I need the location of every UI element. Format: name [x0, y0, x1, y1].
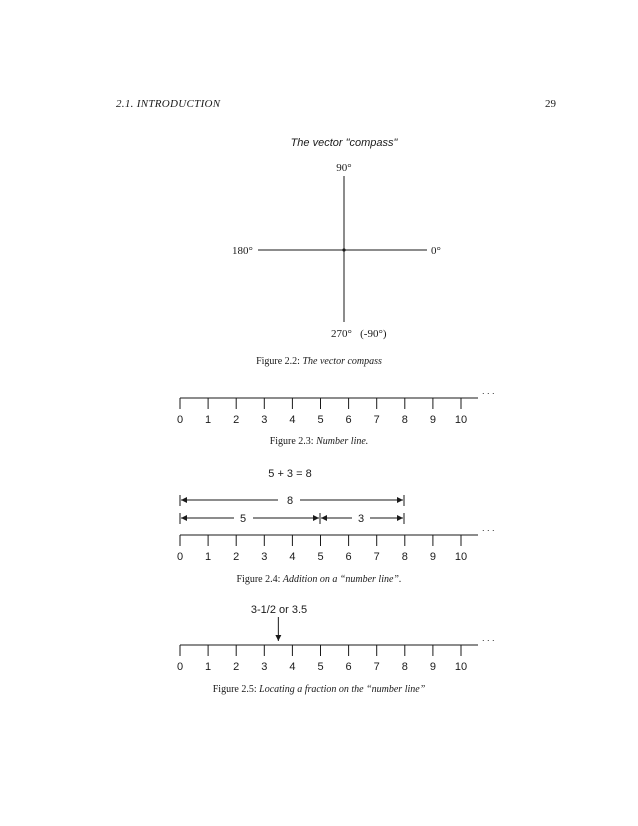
nl3-tick-label-1: 1: [205, 661, 212, 673]
figure-2-5-number: Figure 2.5:: [212, 684, 260, 695]
number-line-fig-2-4: [177, 523, 495, 563]
nl2-ellipsis: . . .: [482, 523, 495, 533]
nl2-tick-label-1: 1: [205, 551, 212, 563]
nl1-tick-label-4: 4: [289, 414, 296, 426]
fraction-label: 3-1/2 or 3.5: [250, 604, 308, 616]
compass-origin: [342, 248, 345, 251]
nl2-tick-label-3: 3: [261, 551, 268, 563]
compass-label-180: 180°: [232, 245, 253, 257]
figure-2-5-caption: [0, 684, 638, 695]
addition-second-label: 3: [357, 513, 365, 525]
addition-equation: 5 + 3 = 8: [268, 468, 312, 480]
nl2-tick-label-6: 6: [345, 551, 352, 563]
compass-label-90: 90°: [336, 162, 352, 174]
compass-label-270: 270° (-90°): [331, 328, 387, 340]
number-line-fig-2-5: [177, 633, 495, 673]
page-number: 29: [545, 98, 556, 110]
figure-2-2-number: Figure 2.2:: [256, 356, 303, 367]
nl3-tick-label-4: 4: [289, 661, 296, 673]
nl1-tick-label-6: 6: [345, 414, 352, 426]
nl2-tick-label-2: 2: [233, 551, 240, 563]
figure-2-4-text: Addition on a “number line”.: [282, 574, 402, 585]
nl3-tick-label-8: 8: [401, 661, 408, 673]
nl3-tick-label-10: 10: [454, 661, 468, 673]
running-header: 2.1. INTRODUCTION: [116, 98, 221, 110]
nl2-tick-label-4: 4: [289, 551, 296, 563]
number-line-fig-2-3: [177, 386, 495, 426]
nl1-ellipsis: . . .: [482, 386, 495, 396]
nl2-tick-label-5: 5: [317, 551, 324, 563]
nl3-tick-label-5: 5: [317, 661, 324, 673]
nl2-tick-label-7: 7: [373, 551, 380, 563]
figure-2-4-caption: [0, 574, 638, 585]
figure-2-3-caption: [0, 436, 638, 447]
addition-first-label: 5: [239, 513, 247, 525]
nl1-tick-label-9: 9: [429, 414, 436, 426]
figure-2-2-text: The vector compass: [302, 356, 382, 367]
nl1-tick-label-8: 8: [401, 414, 408, 426]
nl1-tick-label-0: 0: [176, 414, 184, 426]
figure-2-5-text: Locating a fraction on the “number line”: [259, 684, 426, 695]
nl2-tick-label-9: 9: [429, 551, 436, 563]
compass-title: The vector "compass": [290, 137, 398, 149]
nl3-tick-label-9: 9: [429, 661, 436, 673]
figure-2-3-text: Number line.: [316, 436, 369, 447]
nl1-tick-label-2: 2: [233, 414, 240, 426]
nl1-tick-label-7: 7: [373, 414, 380, 426]
addition-total-label: 8: [286, 495, 294, 507]
nl3-tick-label-2: 2: [233, 661, 240, 673]
nl2-tick-label-10: 10: [454, 551, 468, 563]
nl1-tick-label-5: 5: [317, 414, 324, 426]
compass-label-0: 0°: [431, 245, 441, 257]
nl3-ellipsis: . . .: [482, 633, 495, 643]
nl2-tick-label-0: 0: [176, 551, 184, 563]
nl1-tick-label-1: 1: [205, 414, 212, 426]
nl2-tick-label-8: 8: [401, 551, 408, 563]
figure-2-4-number: Figure 2.4:: [236, 574, 283, 585]
figure-2-2-caption: [0, 356, 638, 367]
figure-2-3-number: Figure 2.3:: [269, 436, 317, 447]
nl3-tick-label-7: 7: [373, 661, 380, 673]
nl3-tick-label-6: 6: [345, 661, 352, 673]
nl1-tick-label-10: 10: [454, 414, 468, 426]
nl3-tick-label-0: 0: [176, 661, 184, 673]
nl3-tick-label-3: 3: [261, 661, 268, 673]
nl1-tick-label-3: 3: [261, 414, 268, 426]
